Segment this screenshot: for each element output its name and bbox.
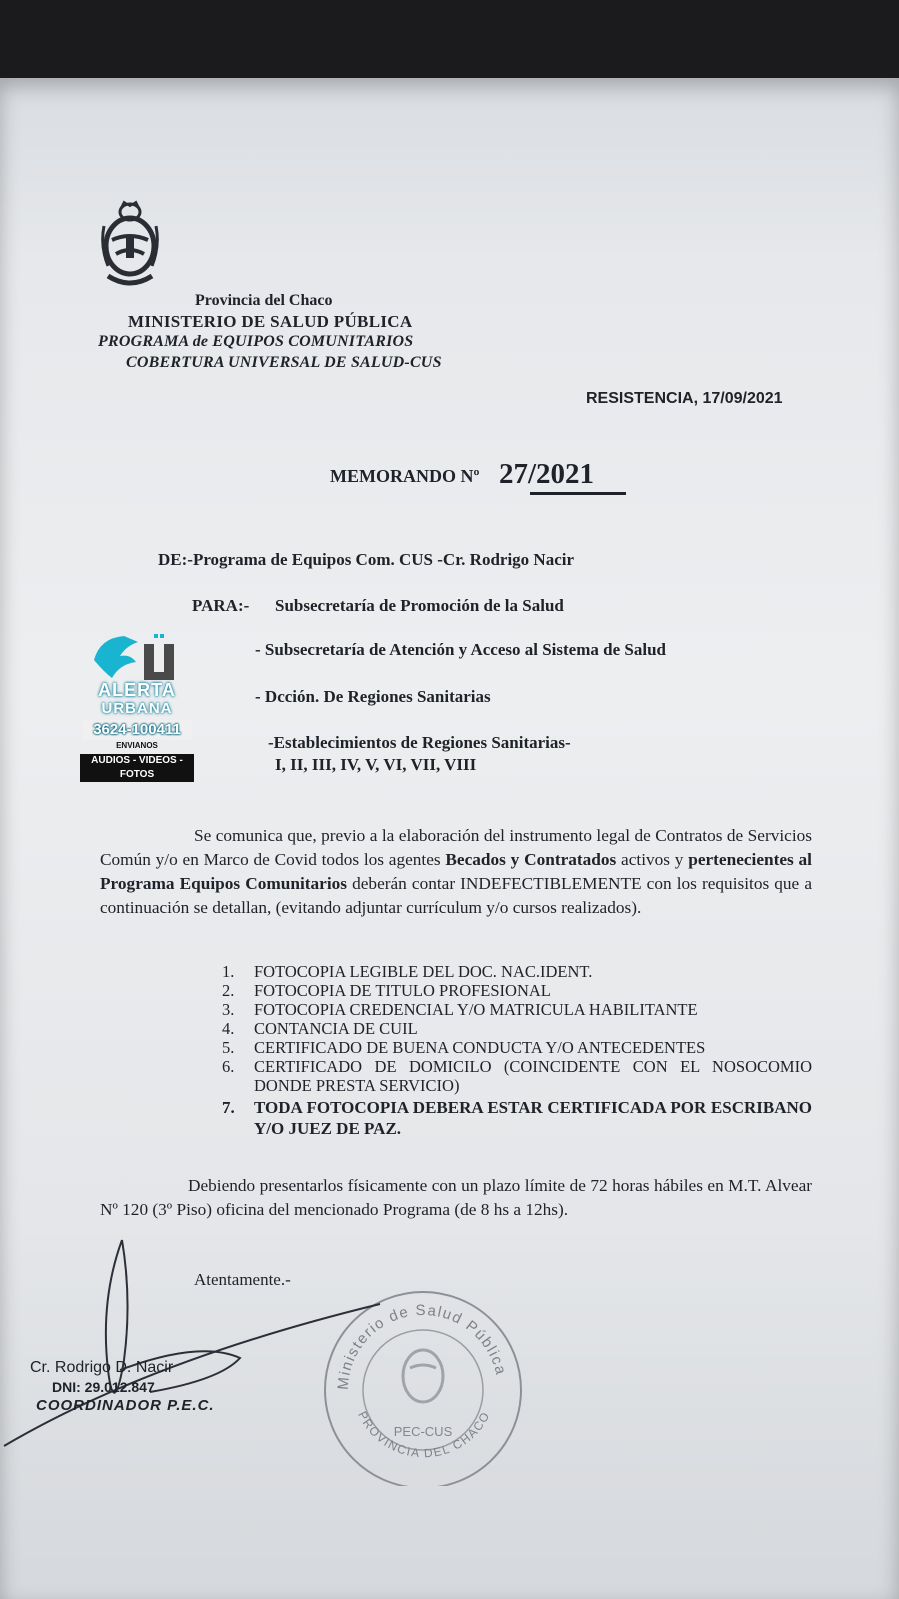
header-province: Provincia del Chaco <box>195 292 333 309</box>
date-line: RESISTENCIA, 17/09/2021 <box>586 390 783 407</box>
header-ministry: MINISTERIO DE SALUD PÚBLICA <box>128 312 413 331</box>
list-item: 4. CONTANCIA DE CUIL <box>222 1019 418 1038</box>
body-bold-text: Becados y Contratados <box>445 850 617 869</box>
seal-bottom-text: PROVINCIA DEL CHACO <box>355 1408 493 1461</box>
signer-role: COORDINADOR P.E.C. <box>36 1397 215 1414</box>
list-item: 3. FOTOCOPIA CREDENCIAL Y/O MATRICULA HABILITANTE <box>222 1000 698 1019</box>
header-coverage: COBERTURA UNIVERSAL DE SALUD-CUS <box>126 354 442 371</box>
list-item: 7. TODA FOTOCOPIA DEBERA ESTAR CERTIFICADA POR ESCRIBANO Y/O JUEZ DE PAZ. <box>222 1098 812 1138</box>
body-bold-text: pertenecientes al Programa Equipos Comunitarios <box>100 850 812 893</box>
list-item: 1. FOTOCOPIA LEGIBLE DEL DOC. NAC.IDENT. <box>222 962 593 981</box>
closing-paragraph <box>100 1174 812 1222</box>
watermark-subtitle: URBANA <box>101 700 173 717</box>
seal-center-text: PEC-CUS <box>393 1424 453 1439</box>
watermark-title: ALERTA <box>98 680 176 700</box>
watermark-phone: 3624-100411 <box>82 720 192 740</box>
requirements-list <box>222 962 812 1139</box>
signer-dni: DNI: 29.012.847 <box>52 1379 155 1395</box>
recipient-item: -Establecimientos de Regiones Sanitarias- <box>268 733 571 752</box>
watermark-logo <box>80 632 194 780</box>
signer-name: Cr. Rodrigo D. Nacir <box>30 1359 174 1376</box>
closing-text: Debiendo presentarlos físicamente con un plazo límite de 72 horas hábiles en M.T. Alvear Nº 120 (3º Piso) oficina del mencionado Programa (de 8 hs a 12hs). <box>100 1176 812 1219</box>
recipient-item: Subsecretaría de Promoción de la Salud <box>275 596 564 615</box>
memo-body <box>100 824 812 920</box>
to-prefix: PARA:- <box>192 596 250 615</box>
watermark-small-text: ENVIANOS <box>116 741 158 750</box>
memo-number: 27/2021 <box>499 458 595 490</box>
body-text: Se comunica que, previo a la elaboración del instrumento legal de Contratos de Servicios Común y/o en Marco de Covid todos los agentes <box>100 826 812 869</box>
recipient-item: - Dcción. De Regiones Sanitarias <box>255 687 491 706</box>
memo-label: MEMORANDO Nº <box>330 466 480 486</box>
list-item: 5. CERTIFICADO DE BUENA CONDUCTA Y/O ANTECEDENTES <box>222 1038 706 1057</box>
body-text: deberán contar INDEFECTIBLEMENTE con los requisitos que a continuación se detallan, (evitando adjuntar currículum y/o cursos realizados). <box>100 874 812 917</box>
recipient-item: - Subsecretaría de Atención y Acceso al Sistema de Salud <box>255 640 666 659</box>
handwritten-signature <box>0 1220 420 1460</box>
from-line: DE:-Programa de Equipos Com. CUS -Cr. Rodrigo Nacir <box>158 550 575 569</box>
list-item: 6. CERTIFICADO DE DOMICILO (COINCIDENTE CON EL NOSOCOMIO DONDE PRESTA SERVICIO) <box>222 1057 812 1095</box>
recipient-item: I, II, III, IV, V, VI, VII, VIII <box>275 755 477 774</box>
body-text: activos y <box>616 850 689 869</box>
header-program: PROGRAMA de EQUIPOS COMUNITARIOS <box>98 333 414 350</box>
salutation: Atentamente.- <box>194 1270 291 1289</box>
list-item: 2. FOTOCOPIA DE TITULO PROFESIONAL <box>222 981 551 1000</box>
coat-of-arms-icon <box>98 196 162 292</box>
watermark-media-text: AUDIOS - VIDEOS - FOTOS <box>80 754 194 782</box>
memo-underline <box>530 492 626 495</box>
seal-top-text: Ministerio de Salud Pública <box>334 1301 510 1391</box>
